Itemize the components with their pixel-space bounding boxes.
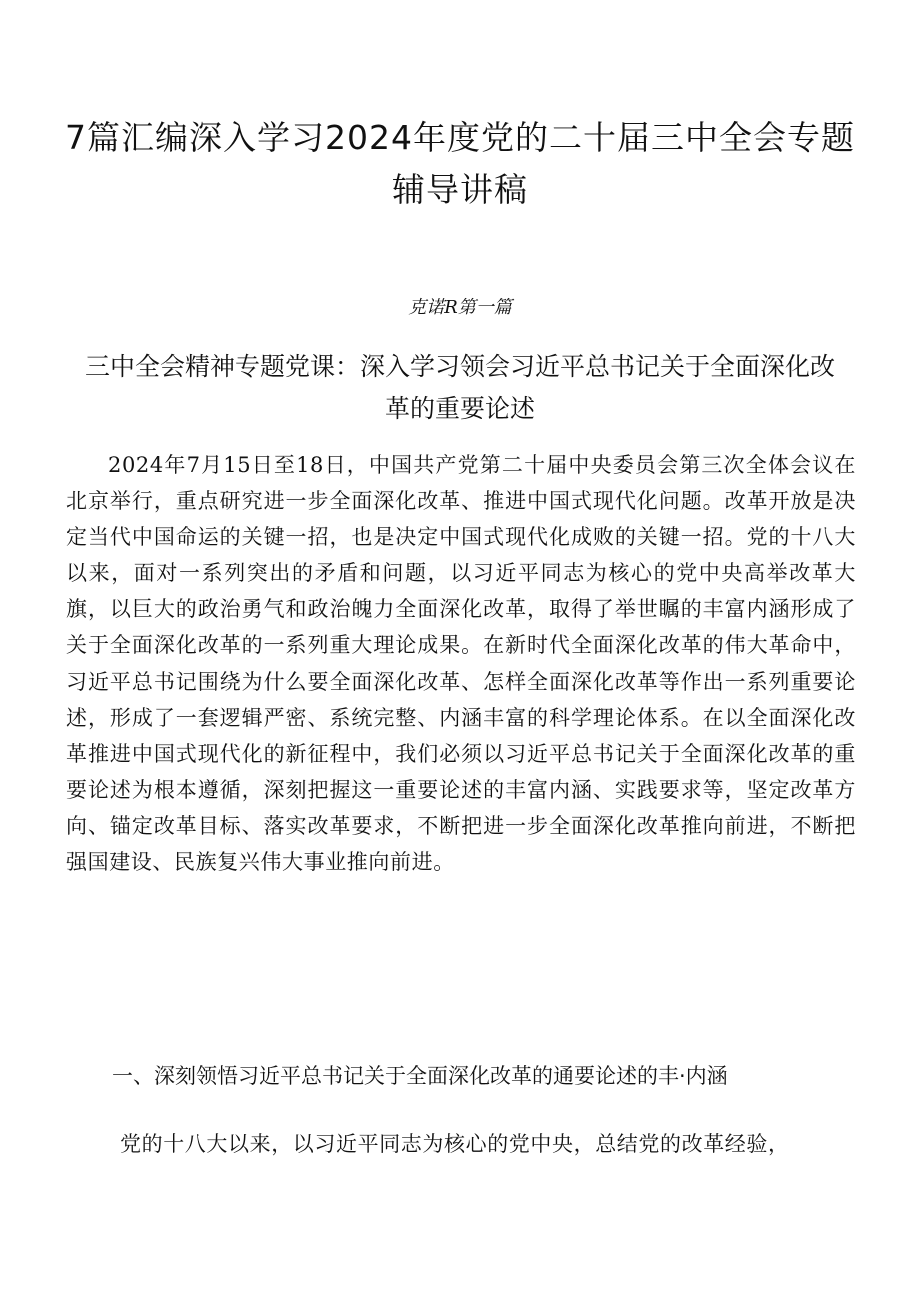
section-heading-1: 一、深刻领悟习近平总书记关于全面深化改革的通要论述的丰·内涵 bbox=[112, 1064, 728, 1088]
article-title: 三中全会精神专题党课：深入学习领会习近平总书记关于全面深化改革的重要论述 bbox=[84, 352, 835, 423]
body-paragraph-2: 党的十八大以来，以习近平同志为核心的党中央，总结党的改革经验， bbox=[120, 1132, 790, 1156]
body-paragraph-1: 2024年7月15日至18日，中国共产党第二十届中央委员会第三次全体会议在北京举行，重点研究进一步全面深化改革、推进中国式现代化问题。改革开放是决定当代中国命运的关键一招，也是决定中国式现代化成败的关键一招。党的十八大以来，面对一系列突出的矛盾和问题，以习近平同志为核心的党中央高举改革大旗，以巨大的政治勇气和政治魄力全面深化改革，取得了举世瞩的丰富内涵形成了关于全面深化改革的一系列重大理论成果。在新时代全面深化改革的伟大革命中，习近平总书记围绕为什么要全面深化改革、怎样全面深化改革等作出一系列重要论述，形成了一套逻辑严密、系统完整、内涵丰富的科学理论体系。在以全面深化改革推进中国式现代化的新征程中，我们必须以习近平总书记关于全面深化改革的重要论述为根本遵循，深刻把握这一重要论述的丰富内涵、实践要求等，坚定改革方向、锚定改革目标、落实改革要求，不断把进一步全面深化改革推向前进，不断把强国建设、民族复兴伟大事业推向前进。 bbox=[66, 453, 856, 875]
section-label: 克诺R第一篇 bbox=[408, 297, 512, 318]
document-title: 7篇汇编深入学习2024年度党的二十届三中全会专题辅导讲稿 bbox=[65, 118, 855, 209]
